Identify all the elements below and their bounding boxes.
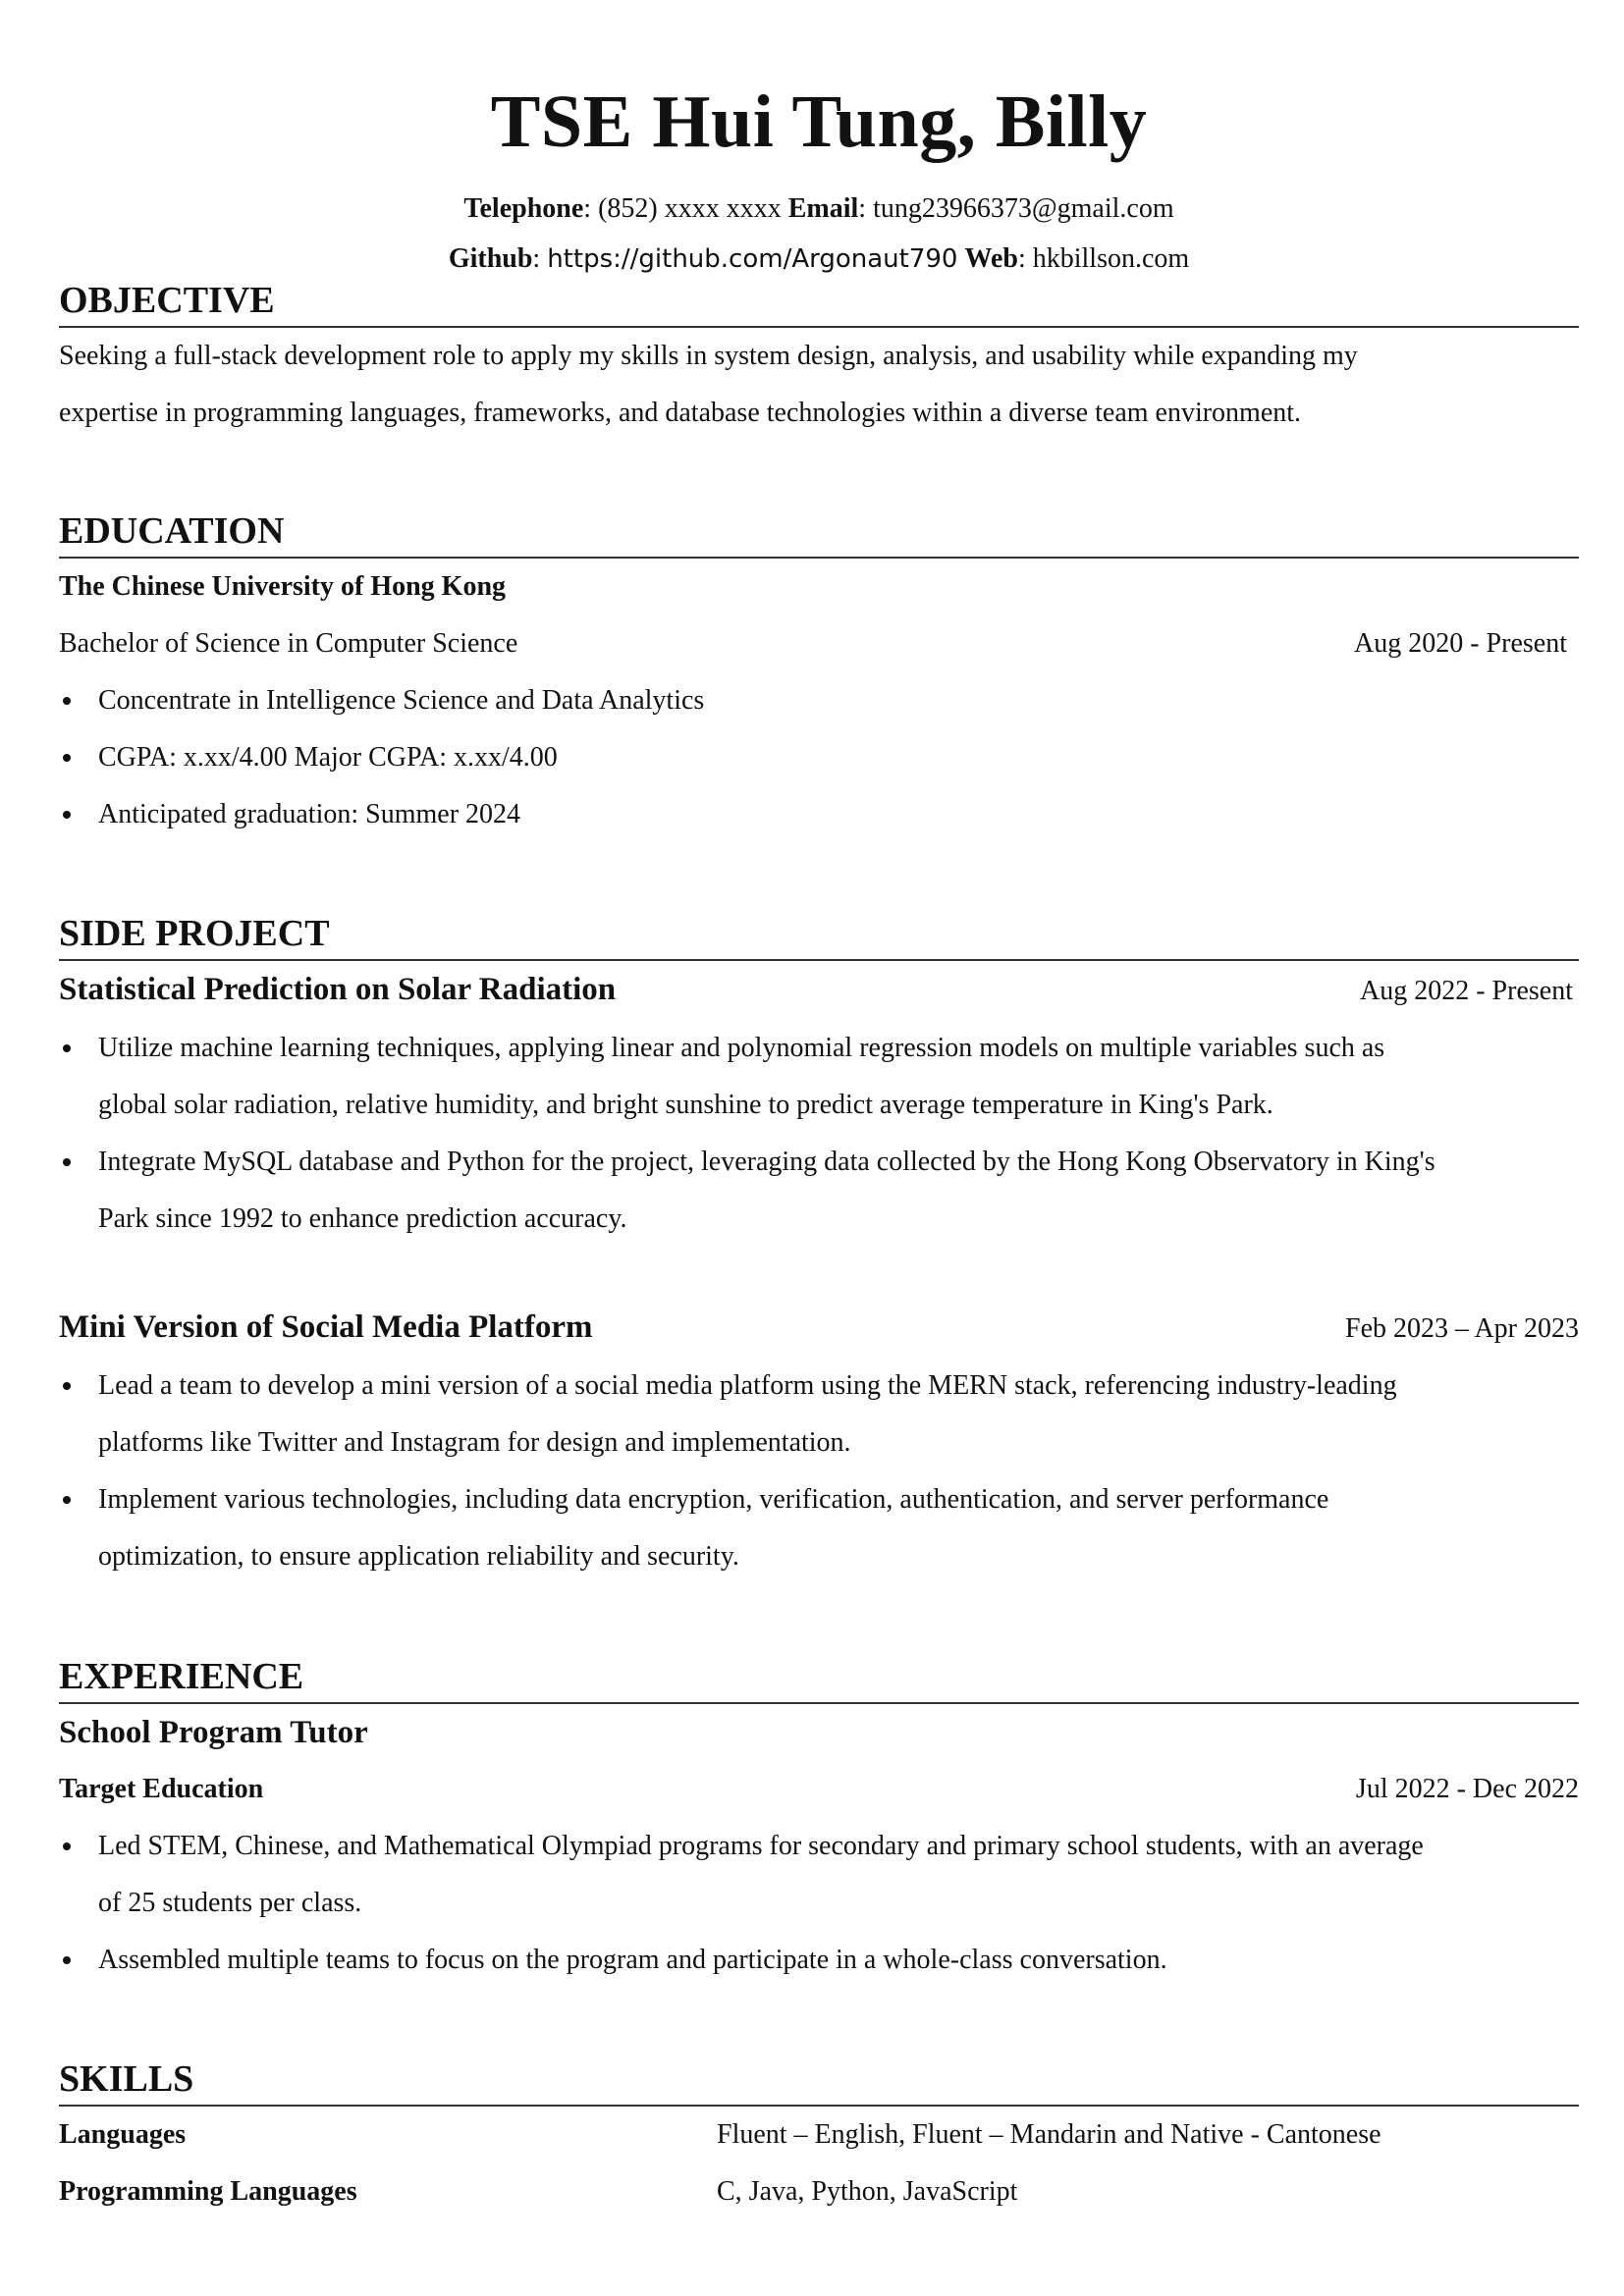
side-project-section bbox=[59, 912, 1579, 1585]
candidate-name: TSE Hui Tung, Billy bbox=[490, 80, 1148, 163]
contact-line-phone-email: Telephone: (852) xxxx xxxx Email: tung23966373@gmail.com bbox=[463, 193, 1174, 224]
email-value[interactable]: tung23966373@gmail.com bbox=[873, 193, 1174, 224]
bullet-line: Integrate MySQL database and Python for the project, leveraging data collected by the Hong Kong Observatory in King's bbox=[98, 1147, 1435, 1177]
web-link[interactable]: hkbillson.com bbox=[1032, 243, 1190, 274]
objective-text bbox=[59, 328, 1579, 442]
list-item: CGPA: x.xx/4.00 Major CGPA: x.xx/4.00 bbox=[59, 729, 1579, 786]
list-item: Anticipated graduation: Summer 2024 bbox=[59, 786, 1579, 843]
project-name: Statistical Prediction on Solar Radiation bbox=[59, 972, 617, 1007]
skills-row bbox=[59, 2107, 1579, 2163]
bullet-line: global solar radiation, relative humidity, and bright sunshine to predict average temperature in King's Park. bbox=[98, 1090, 1273, 1120]
contact-line-github-web: Github: https://github.com/Argonaut790 Web: hkbillson.com bbox=[448, 243, 1190, 274]
experience-title: EXPERIENCE bbox=[59, 1655, 1579, 1704]
objective-title: OBJECTIVE bbox=[59, 279, 1579, 328]
bullet-line: Lead a team to develop a mini version of a social media platform using the MERN stack, referencing industry-leading bbox=[98, 1370, 1397, 1401]
skills-section bbox=[59, 2057, 1579, 2220]
education-section bbox=[59, 509, 1579, 843]
list-item bbox=[59, 1134, 1579, 1248]
skill-key: Languages bbox=[59, 2119, 187, 2150]
telephone-label: Telephone bbox=[463, 193, 584, 224]
education-degree-row bbox=[59, 615, 1579, 672]
list-item bbox=[59, 1471, 1579, 1585]
list-item bbox=[59, 1358, 1579, 1471]
skill-value: Fluent – English, Fluent – Mandarin and Native - Cantonese bbox=[717, 2119, 1381, 2150]
list-item bbox=[59, 1932, 1579, 1989]
project-bullets bbox=[59, 1020, 1579, 1248]
experience-role: School Program Tutor bbox=[59, 1715, 368, 1750]
objective-section bbox=[59, 279, 1579, 442]
project-header-row bbox=[59, 1299, 1579, 1358]
resume-page bbox=[59, 0, 1579, 2207]
experience-company-row bbox=[59, 1761, 1579, 1818]
skills-row bbox=[59, 2163, 1579, 2220]
list-item bbox=[59, 1818, 1579, 1932]
skill-key: Programming Languages bbox=[59, 2176, 357, 2207]
project-header-row bbox=[59, 961, 1579, 1020]
objective-line: Seeking a full-stack development role to apply my skills in system design, analysis, and usability while expanding my bbox=[59, 341, 1358, 371]
education-school-row bbox=[59, 559, 1579, 615]
experience-section bbox=[59, 1655, 1579, 1989]
list-item bbox=[59, 1020, 1579, 1134]
github-label: Github bbox=[448, 243, 533, 274]
bullet-line: of 25 students per class. bbox=[98, 1888, 362, 1918]
project-date: Feb 2023 – Apr 2023 bbox=[1345, 1313, 1579, 1344]
bullet-line: Park since 1992 to enhance prediction accuracy. bbox=[98, 1203, 627, 1234]
skill-value: C, Java, Python, JavaScript bbox=[717, 2176, 1018, 2207]
resume-header bbox=[59, 0, 1579, 285]
experience-role-row bbox=[59, 1704, 1579, 1761]
side-project-title: SIDE PROJECT bbox=[59, 912, 1579, 961]
education-date: Aug 2020 - Present bbox=[1354, 628, 1567, 659]
bullet-line: Utilize machine learning techniques, applying linear and polynomial regression models on multiple variables such as bbox=[98, 1033, 1385, 1063]
bullet-line: optimization, to ensure application reliability and security. bbox=[98, 1541, 739, 1572]
bullet-line: Led STEM, Chinese, and Mathematical Olympiad programs for secondary and primary school students, with an average bbox=[98, 1831, 1424, 1861]
experience-company: Target Education bbox=[59, 1774, 264, 1804]
experience-date: Jul 2022 - Dec 2022 bbox=[1355, 1774, 1579, 1804]
school-name: The Chinese University of Hong Kong bbox=[59, 571, 507, 602]
github-link[interactable]: https://github.com/Argonaut790 bbox=[547, 244, 958, 274]
project-name: Mini Version of Social Media Platform bbox=[59, 1309, 593, 1345]
web-label: Web bbox=[964, 243, 1018, 274]
project-bullets bbox=[59, 1358, 1579, 1585]
telephone-value: (852) xxxx xxxx bbox=[598, 193, 782, 224]
education-title: EDUCATION bbox=[59, 509, 1579, 559]
project-date: Aug 2022 - Present bbox=[1360, 976, 1573, 1006]
skills-title: SKILLS bbox=[59, 2057, 1579, 2107]
list-item: Concentrate in Intelligence Science and Data Analytics bbox=[59, 672, 1579, 729]
bullet-line: platforms like Twitter and Instagram for design and implementation. bbox=[98, 1427, 851, 1458]
bullet-line: Assembled multiple teams to focus on the program and participate in a whole-class conversation. bbox=[98, 1945, 1167, 1975]
education-bullets bbox=[59, 672, 1579, 843]
degree-name: Bachelor of Science in Computer Science bbox=[59, 628, 518, 659]
bullet-line: Implement various technologies, including data encryption, verification, authentication, and server performance bbox=[98, 1484, 1329, 1515]
experience-bullets bbox=[59, 1818, 1579, 1989]
objective-line: expertise in programming languages, frameworks, and database technologies within a diverse team environment. bbox=[59, 398, 1302, 428]
email-label: Email bbox=[787, 193, 859, 224]
